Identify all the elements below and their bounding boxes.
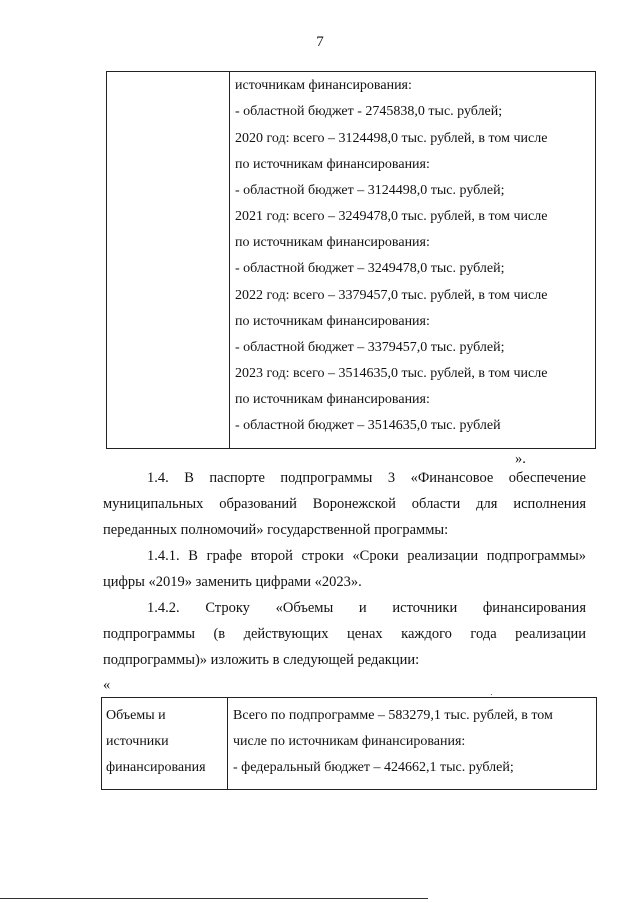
- page-number: 7: [316, 34, 324, 50]
- paragraph-1-4-2-line-3: подпрограммы)» изложить в следующей редакции:: [103, 652, 420, 668]
- table-line: 2020 год: всего – 3124498,0 тыс. рублей, в том числе: [235, 131, 548, 146]
- table-line: - областной бюджет - 2745838,0 тыс. рублей;: [235, 104, 503, 119]
- table-cell-label: Объемы и: [106, 708, 166, 723]
- paragraph-1-4-line-2: муниципальных образований Воронежской области для исполнения: [103, 496, 586, 512]
- table-column-divider: [227, 698, 228, 789]
- opening-quote: «: [103, 677, 111, 693]
- table-line: по источникам финансирования:: [235, 392, 430, 407]
- scan-speck: [491, 694, 492, 695]
- table-line: - областной бюджет – 3249478,0 тыс. рублей;: [235, 261, 505, 276]
- table-line: 2023 год: всего – 3514635,0 тыс. рублей, в том числе: [235, 366, 548, 381]
- table-cell-value: числе по источникам финансирования:: [233, 734, 466, 749]
- table-line: по источникам финансирования:: [235, 157, 430, 172]
- table-line: по источникам финансирования:: [235, 235, 430, 250]
- table-line: 2022 год: всего – 3379457,0 тыс. рублей, в том числе: [235, 288, 548, 303]
- table-line: - областной бюджет – 3124498,0 тыс. рублей;: [235, 183, 505, 198]
- closing-quote: ».: [515, 451, 526, 467]
- paragraph-1-4-2-line-2: подпрограммы (в действующих ценах каждого года реализации: [103, 626, 586, 642]
- table-line: источникам финансирования:: [235, 78, 412, 93]
- paragraph-1-4-line-1: 1.4. В паспорте подпрограммы 3 «Финансовое обеспечение: [147, 470, 586, 486]
- table-cell-value: - федеральный бюджет – 424662,1 тыс. рублей;: [233, 760, 514, 775]
- table-line: 2021 год: всего – 3249478,0 тыс. рублей, в том числе: [235, 209, 548, 224]
- table-cell-label: источники: [106, 734, 169, 749]
- table-line: - областной бюджет – 3514635,0 тыс. рублей: [235, 418, 501, 433]
- table-line: - областной бюджет – 3379457,0 тыс. рублей;: [235, 340, 505, 355]
- paragraph-1-4-1-line-2: цифры «2019» заменить цифрами «2023».: [103, 574, 362, 590]
- paragraph-1-4-1-line-1: 1.4.1. В графе второй строки «Сроки реализации подпрограммы»: [147, 548, 586, 564]
- paragraph-1-4-line-3: переданных полномочий» государственной программы:: [103, 522, 449, 538]
- paragraph-1-4-2-line-1: 1.4.2. Строку «Объемы и источники финансирования: [147, 600, 586, 616]
- table-line: по источникам финансирования:: [235, 314, 430, 329]
- table-column-divider: [229, 72, 230, 448]
- footer-rule: [0, 898, 428, 899]
- table-cell-label: финансирования: [106, 760, 206, 775]
- table-cell-value: Всего по подпрограмме – 583279,1 тыс. рублей, в том: [233, 708, 553, 723]
